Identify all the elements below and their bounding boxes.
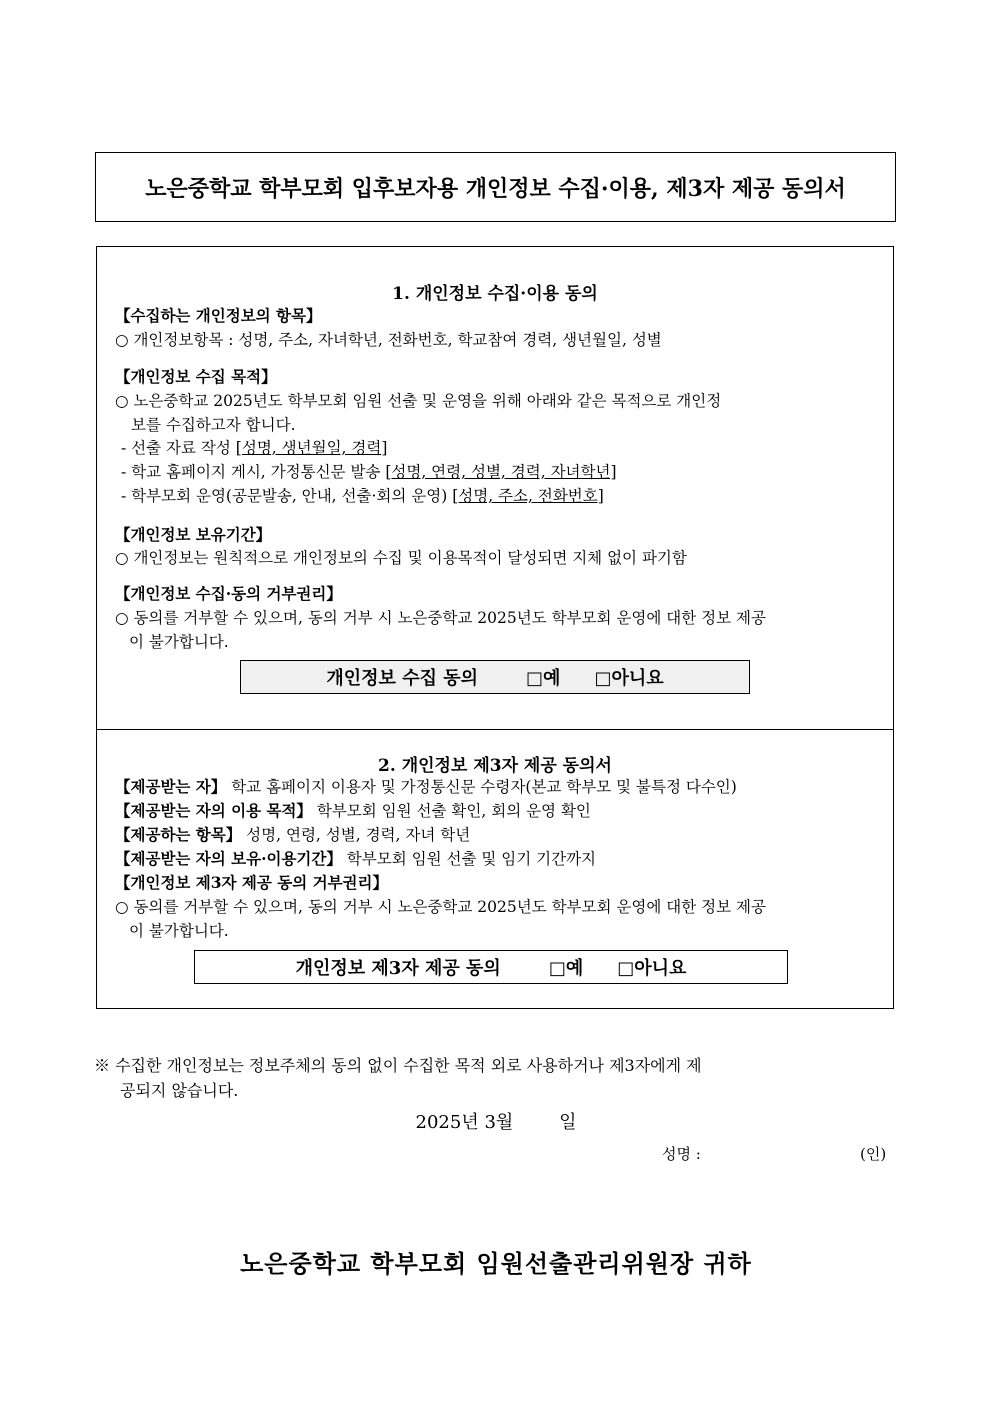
items-heading: 【수집하는 개인정보의 항목】 (115, 306, 322, 325)
provided-items-line: 【제공하는 항목】 성명, 연령, 성별, 경력, 자녀 학년 (115, 825, 471, 844)
purpose-text-1: ○ 노은중학교 2025년도 학부모회 임원 선출 및 운영을 위해 아래와 같은 목적으로 개인정 (115, 392, 722, 410)
third-party-consent-row (194, 950, 788, 984)
consent-label: 개인정보 수집 동의 (326, 668, 479, 689)
consent-no-checkbox[interactable]: □아니요 (594, 668, 664, 689)
items-text: ○ 개인정보항목 : 성명, 주소, 자녀학년, 전화번호, 학교참여 경력, 생년월일, 성별 (115, 331, 662, 349)
purpose-heading: 【개인정보 수집 목적】 (115, 367, 277, 386)
purpose-list-item: - 학교 홈페이지 게시, 가정통신문 발송 [성명, 연령, 성별, 경력, 자녀학년] (121, 463, 617, 481)
notice-text-1: ※ 수집한 개인정보는 정보주체의 동의 없이 수집한 목적 외로 사용하거나 제3자에게 제 (94, 1056, 702, 1075)
section1-title: 1. 개인정보 수집·이용 동의 (392, 284, 598, 304)
section2-title: 2. 개인정보 제3자 제공 동의서 (378, 756, 612, 776)
date-line: 2025년 3월 일 (415, 1112, 577, 1133)
consent-yes-checkbox[interactable]: □예 (526, 668, 561, 689)
purpose-list-item: - 선출 자료 작성 [성명, 생년월일, 경력] (121, 439, 388, 457)
use-purpose-line: 【제공받는 자의 이용 목적】 학부모회 임원 선출 확인, 회의 운영 확인 (115, 801, 591, 820)
third-party-refusal-text-1: ○ 동의를 거부할 수 있으며, 동의 거부 시 노은중학교 2025년도 학부모회 운영에 대한 정보 제공 (115, 898, 766, 916)
retention-text: ○ 개인정보는 원칙적으로 개인정보의 수집 및 이용목적이 달성되면 지체 없이 파기함 (115, 549, 687, 567)
refusal-text-2: 이 불가합니다. (129, 633, 229, 651)
purpose-list-item: - 학부모회 운영(공문발송, 안내, 선출·회의 운영) [성명, 주소, 전화번호] (121, 487, 604, 505)
seal-mark: (인) (860, 1145, 887, 1163)
notice-text-2: 공되지 않습니다. (120, 1081, 239, 1100)
retention-period-line: 【제공받는 자의 보유·이용기간】 학부모회 임원 선출 및 임기 기간까지 (115, 849, 597, 868)
third-party-refusal-text-2: 이 불가합니다. (129, 922, 229, 940)
consent-label: 개인정보 제3자 제공 동의 (295, 958, 501, 979)
purpose-fields: [성명, 생년월일, 경력] (235, 439, 388, 457)
section-third-party-consent (97, 729, 893, 1009)
refusal-heading: 【개인정보 수집·동의 거부권리】 (115, 584, 342, 603)
purpose-fields: [성명, 주소, 전화번호] (452, 487, 604, 505)
consent-form-box (96, 246, 894, 1009)
section-collection-consent (97, 247, 893, 730)
purpose-fields: [성명, 연령, 성별, 경력, 자녀학년] (385, 463, 617, 481)
third-party-refusal-heading: 【개인정보 제3자 제공 동의 거부권리】 (115, 873, 388, 892)
collection-consent-row (240, 660, 750, 694)
consent-yes-checkbox[interactable]: □예 (548, 958, 584, 979)
recipient-line: 【제공받는 자】 학교 홈페이지 이용자 및 가정통신문 수령자(본교 학부모 및 불특정 다수인) (115, 777, 737, 796)
consent-no-checkbox[interactable]: □아니요 (617, 958, 687, 979)
refusal-text-1: ○ 동의를 거부할 수 있으며, 동의 거부 시 노은중학교 2025년도 학부모회 운영에 대한 정보 제공 (115, 609, 766, 627)
retention-heading: 【개인정보 보유기간】 (115, 525, 272, 544)
signature-label: 성명 : (662, 1145, 701, 1163)
purpose-text-2: 보를 수집하고자 합니다. (131, 416, 296, 434)
document-title: 노은중학교 학부모회 입후보자용 개인정보 수집·이용, 제3자 제공 동의서 (95, 152, 896, 222)
addressee: 노은중학교 학부모회 임원선출관리위원장 귀하 (240, 1249, 752, 1278)
